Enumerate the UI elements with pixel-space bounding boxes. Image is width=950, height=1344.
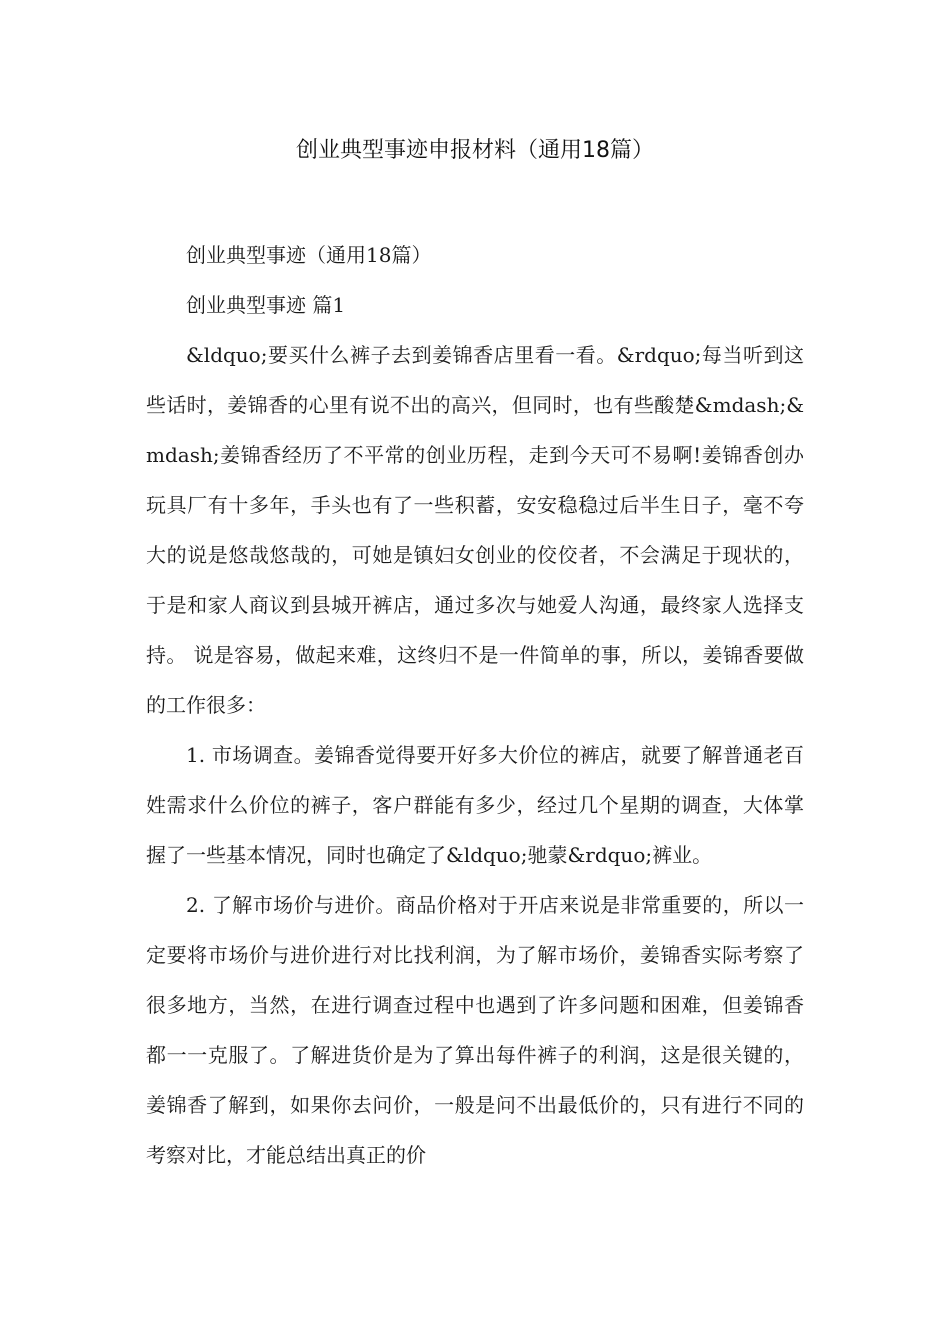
paragraph-item-1: 1. 市场调查。姜锦香觉得要开好多大价位的裤店，就要了解普通老百姓需求什么价位的裤子，客户群能有多少，经过几个星期的调查，大体掌握了一些基本情况，同时也确定了&ldquo;驰蒙&rdquo;裤业。: [146, 743, 804, 867]
document-title: 创业典型事迹申报材料（通用18篇）: [296, 138, 654, 163]
paragraph-item-2: 2. 了解市场价与进价。商品价格对于开店来说是非常重要的，所以一定要将市场价与进价进行对比找利润，为了解市场价，姜锦香实际考察了很多地方，当然，在进行调查过程中也遇到了许多问题和困难，但姜锦香都一一克服了。了解进货价是为了算出每件裤子的利润，这是很关键的，姜锦香了解到，如果你去问价，一般是问不出最低价的，只有进行不同的考察对比，才能总结出真正的价: [146, 893, 804, 1167]
paragraph-subtitle: 创业典型事迹（通用18篇）: [186, 243, 432, 267]
paragraph-section-heading: 创业典型事迹 篇1: [186, 293, 346, 317]
document-body: [146, 230, 804, 1180]
paragraph-intro: &ldquo;要买什么裤子去到姜锦香店里看一看。&rdquo;每当听到这些话时，姜锦香的心里有说不出的高兴，但同时，也有些酸楚&mdash;&mdash;姜锦香经历了不平常的创业历程，走到今天可不易啊!姜锦香创办玩具厂有十多年，手头也有了一些积蓄，安安稳稳过后半生日子，毫不夸大的说是悠哉悠哉的，可她是镇妇女创业的佼佼者，不会满足于现状的，于是和家人商议到县城开裤店，通过多次与她爱人沟通，最终家人选择支持。 说是容易，做起来难，这终归不是一件简单的事，所以，姜锦香要做的工作很多：: [146, 343, 804, 717]
